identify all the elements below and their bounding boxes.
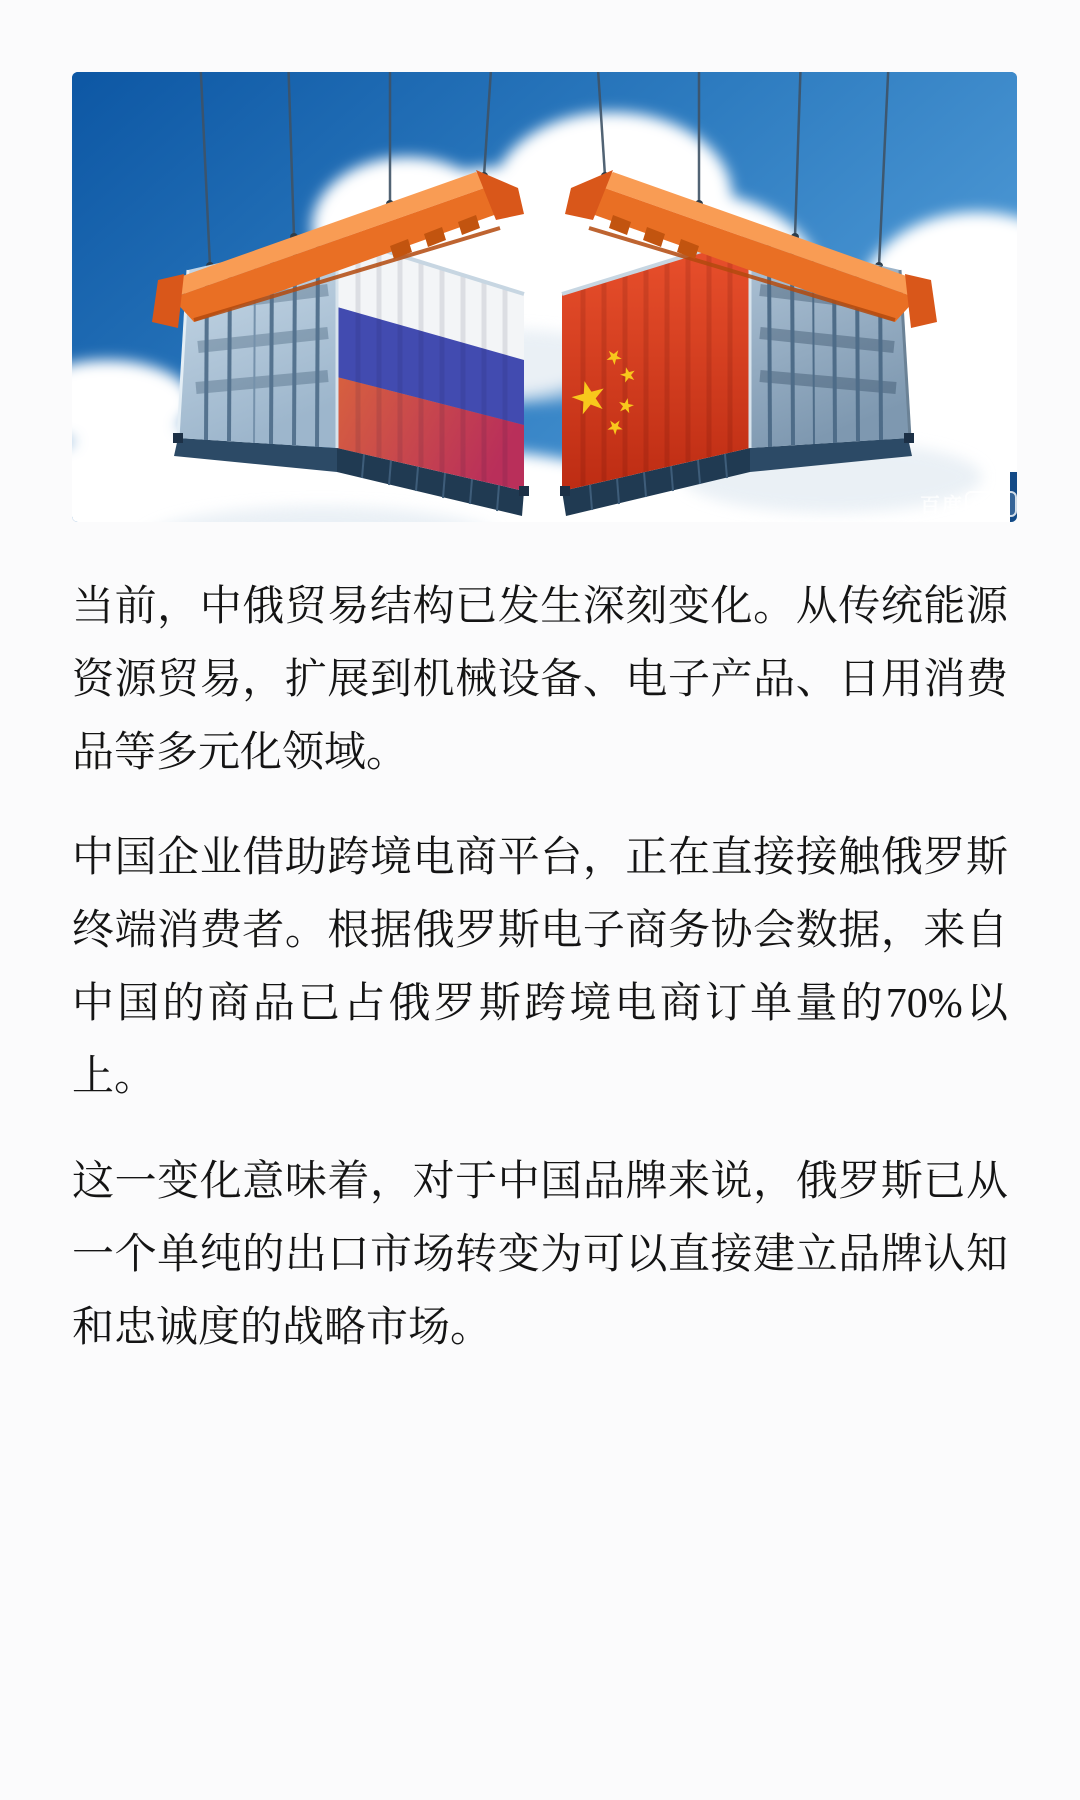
baidu-watermark-text: 百度: [920, 495, 964, 517]
article-body: [72, 571, 1008, 1365]
hero-image: [72, 72, 1017, 522]
paragraph-2: 中国企业借助跨境电商平台，正在直接接触俄罗斯终端消费者。根据俄罗斯电子商务协会数据，来自中国的商品已占俄罗斯跨境电商订单量的70%以上。: [72, 835, 1008, 1100]
baidu-watermark: [920, 492, 1016, 517]
paragraph-1: 当前，中俄贸易结构已发生深刻变化。从传统能源资源贸易，扩展到机械设备、电子产品、日用消费品等多元化领域。: [72, 584, 1008, 776]
paragraph-3: 这一变化意味着，对于中国品牌来说，俄罗斯已从一个单纯的出口市场转变为可以直接建立品牌认知和忠诚度的战略市场。: [72, 1159, 1008, 1351]
ai-generated-badge-text: AI生成: [970, 498, 1010, 513]
